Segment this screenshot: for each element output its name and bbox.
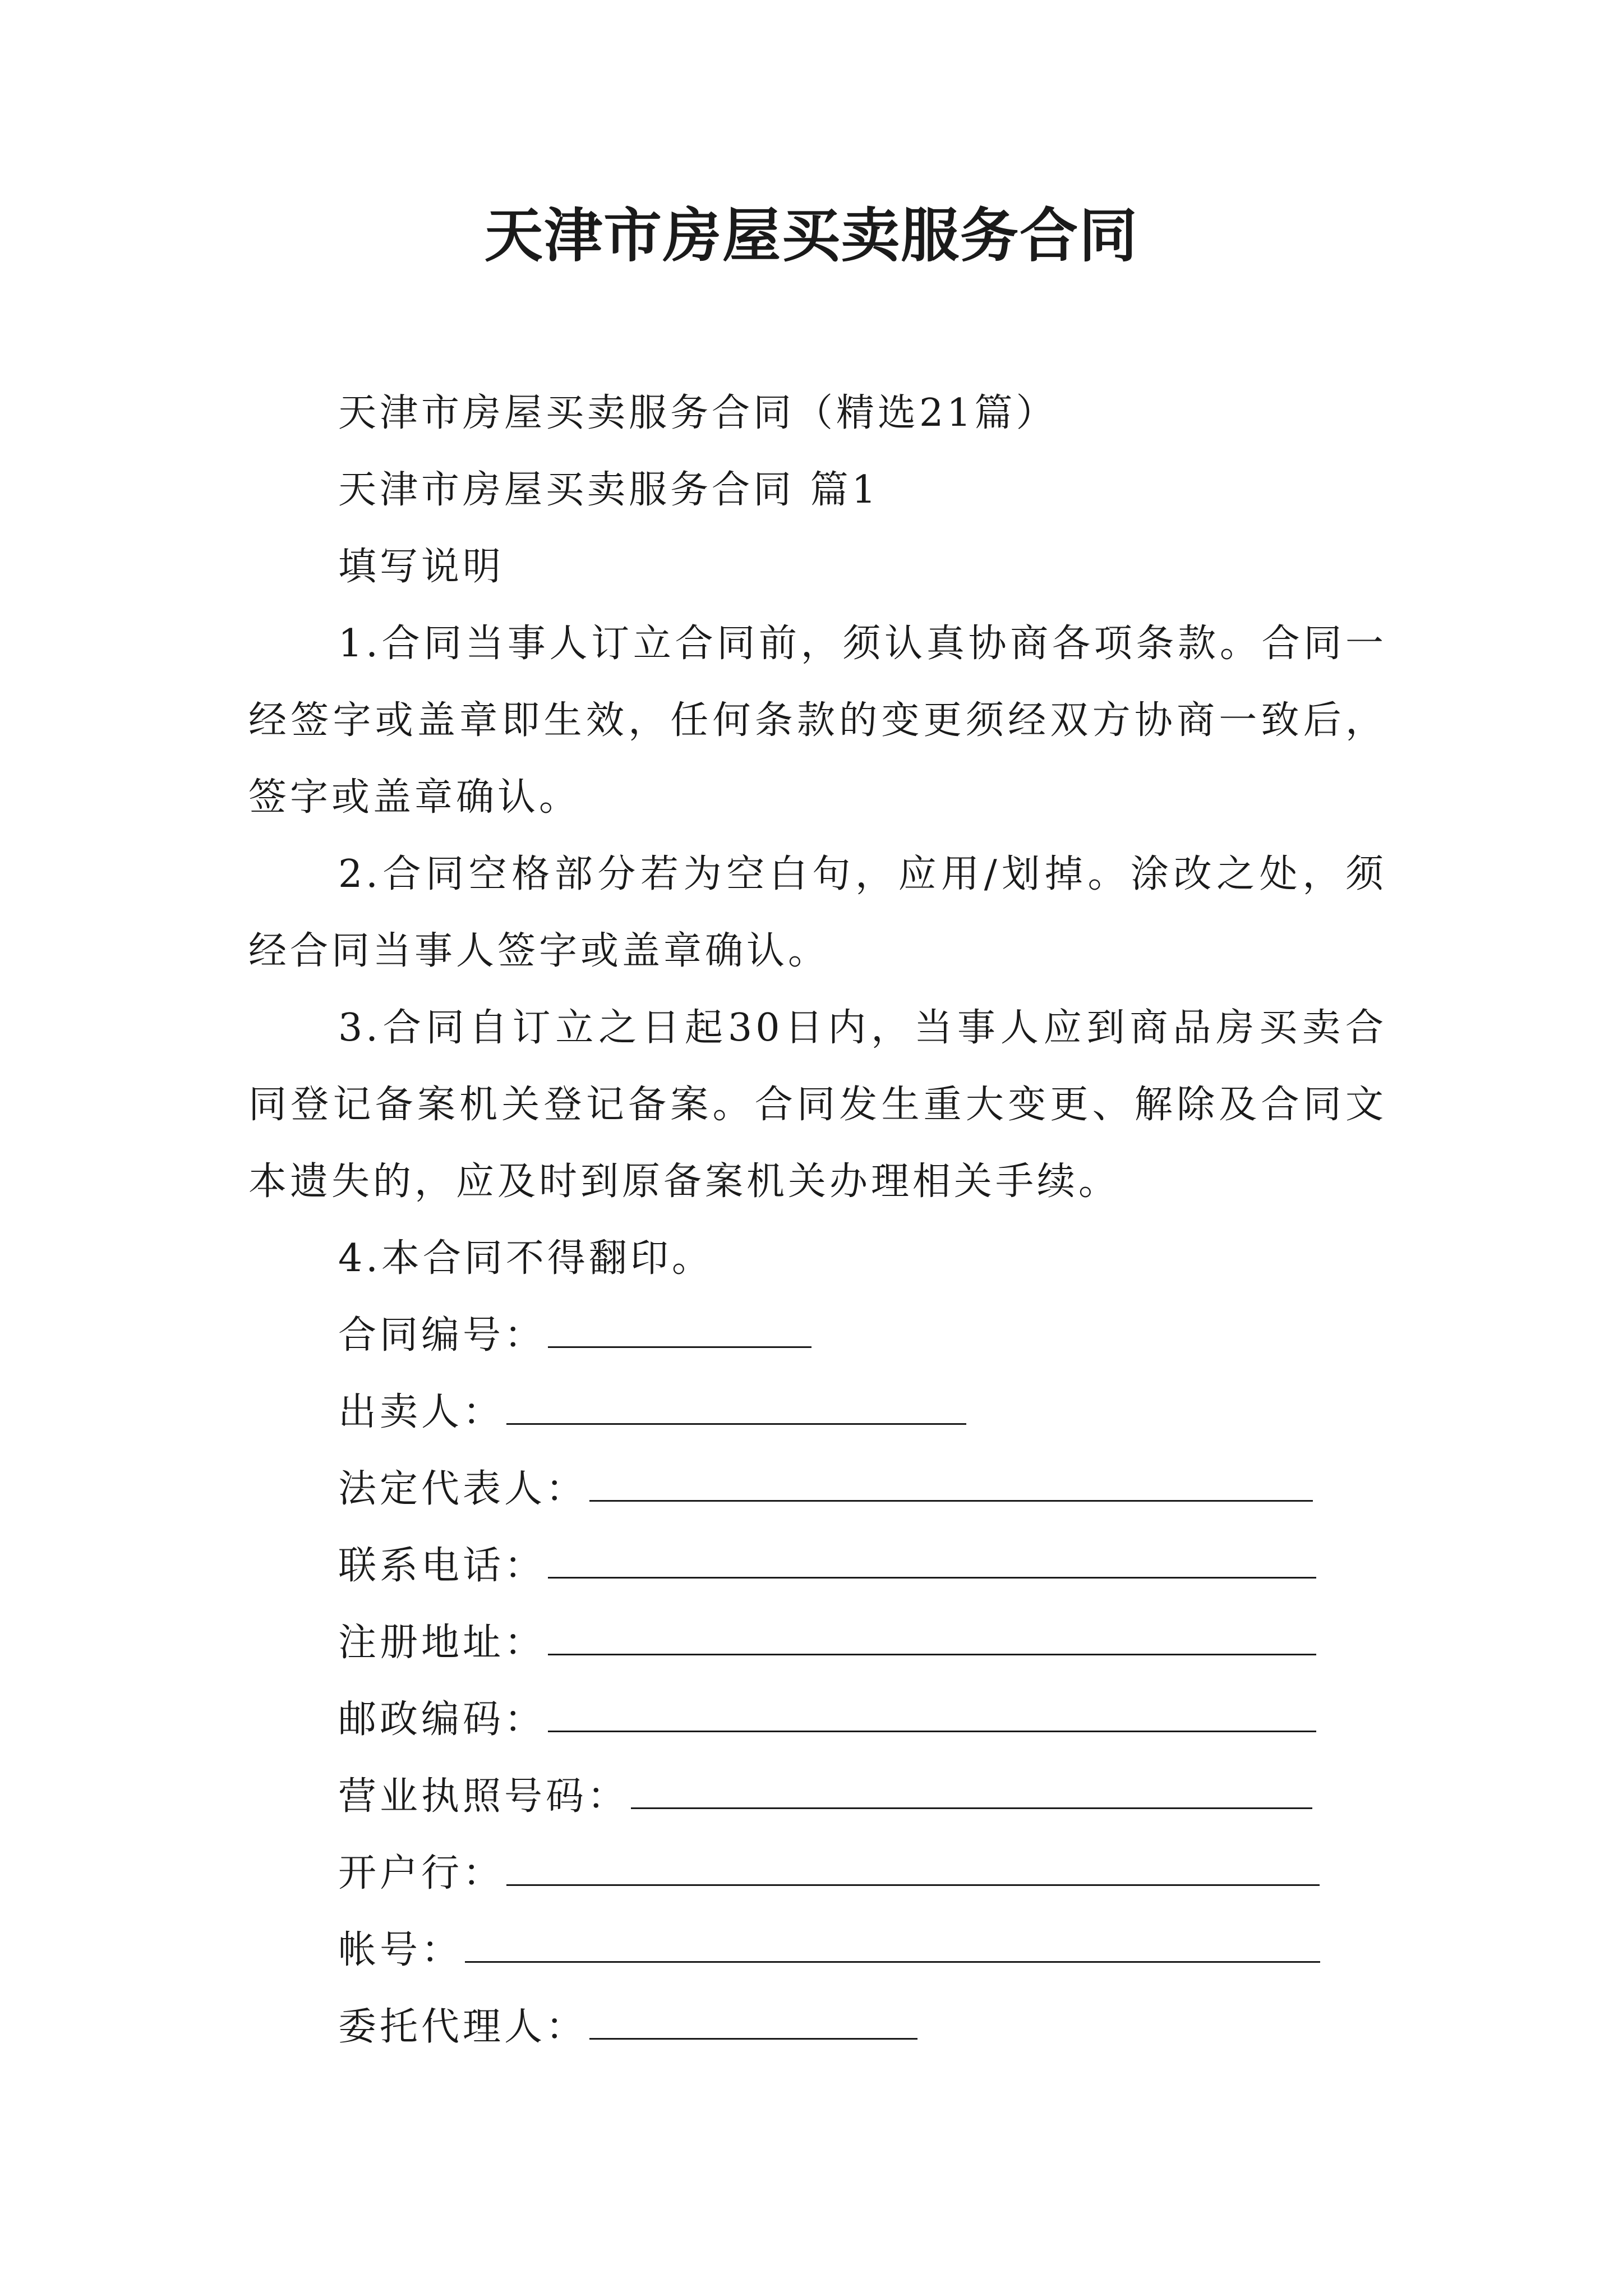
- legal-rep-blank[interactable]: [589, 1494, 1313, 1502]
- field-label: 联系电话：: [338, 1544, 546, 1588]
- bank-blank[interactable]: [506, 1879, 1320, 1886]
- field-reg-address: [248, 1604, 1387, 1681]
- postcode-blank[interactable]: [548, 1725, 1316, 1732]
- field-label: 邮政编码：: [338, 1697, 546, 1742]
- field-label: 出卖人：: [338, 1390, 505, 1434]
- document-title: 天津市房屋买卖服务合同: [484, 201, 1138, 270]
- field-label: 法定代表人：: [338, 1467, 588, 1511]
- field-seller: [248, 1374, 1387, 1451]
- field-phone: [248, 1527, 1387, 1604]
- document-subtitle: 天津市房屋买卖服务合同（精选21篇）: [338, 391, 1058, 435]
- field-label: 注册地址：: [338, 1621, 546, 1665]
- document-body: [248, 375, 1387, 2065]
- field-account: [248, 1912, 1387, 1989]
- reg-address-blank[interactable]: [548, 1648, 1316, 1655]
- field-label: 开户行：: [338, 1851, 505, 1895]
- field-postcode: [248, 1681, 1387, 1758]
- field-license-no: [248, 1758, 1387, 1835]
- seller-blank[interactable]: [506, 1418, 966, 1425]
- phone-blank[interactable]: [548, 1571, 1316, 1579]
- field-agent: [248, 1989, 1387, 2065]
- field-contract-no: [248, 1297, 1387, 1374]
- field-label: 帐号：: [338, 1928, 463, 1972]
- instructions-heading: 填写说明: [338, 545, 505, 589]
- field-legal-rep: [248, 1451, 1387, 1527]
- license-no-blank[interactable]: [631, 1802, 1312, 1809]
- agent-blank[interactable]: [589, 2032, 917, 2040]
- instruction-item-4: 4.本合同不得翻印。: [338, 1236, 713, 1281]
- field-label: 营业执照号码：: [338, 1774, 629, 1819]
- contract-no-blank[interactable]: [548, 1341, 811, 1348]
- instruction-item-2: 2.合同空格部分若为空白句，应用/划掉。涂改之处，须经合同当事人签字或盖章确认。: [248, 852, 1387, 973]
- field-label: 委托代理人：: [338, 2005, 588, 2049]
- account-blank[interactable]: [465, 1955, 1320, 1963]
- section-heading: 天津市房屋买卖服务合同 篇1: [338, 468, 879, 512]
- instruction-item-1: 1.合同当事人订立合同前，须认真协商各项条款。合同一经签字或盖章即生效，任何条款的变更须经双方协商一致后，签字或盖章确认。: [248, 622, 1387, 820]
- instruction-item-3: 3.合同自订立之日起30日内，当事人应到商品房买卖合同登记备案机关登记备案。合同发生重大变更、解除及合同文本遗失的，应及时到原备案机关办理相关手续。: [248, 1006, 1387, 1204]
- field-bank: [248, 1835, 1387, 1912]
- field-label: 合同编号：: [338, 1313, 546, 1358]
